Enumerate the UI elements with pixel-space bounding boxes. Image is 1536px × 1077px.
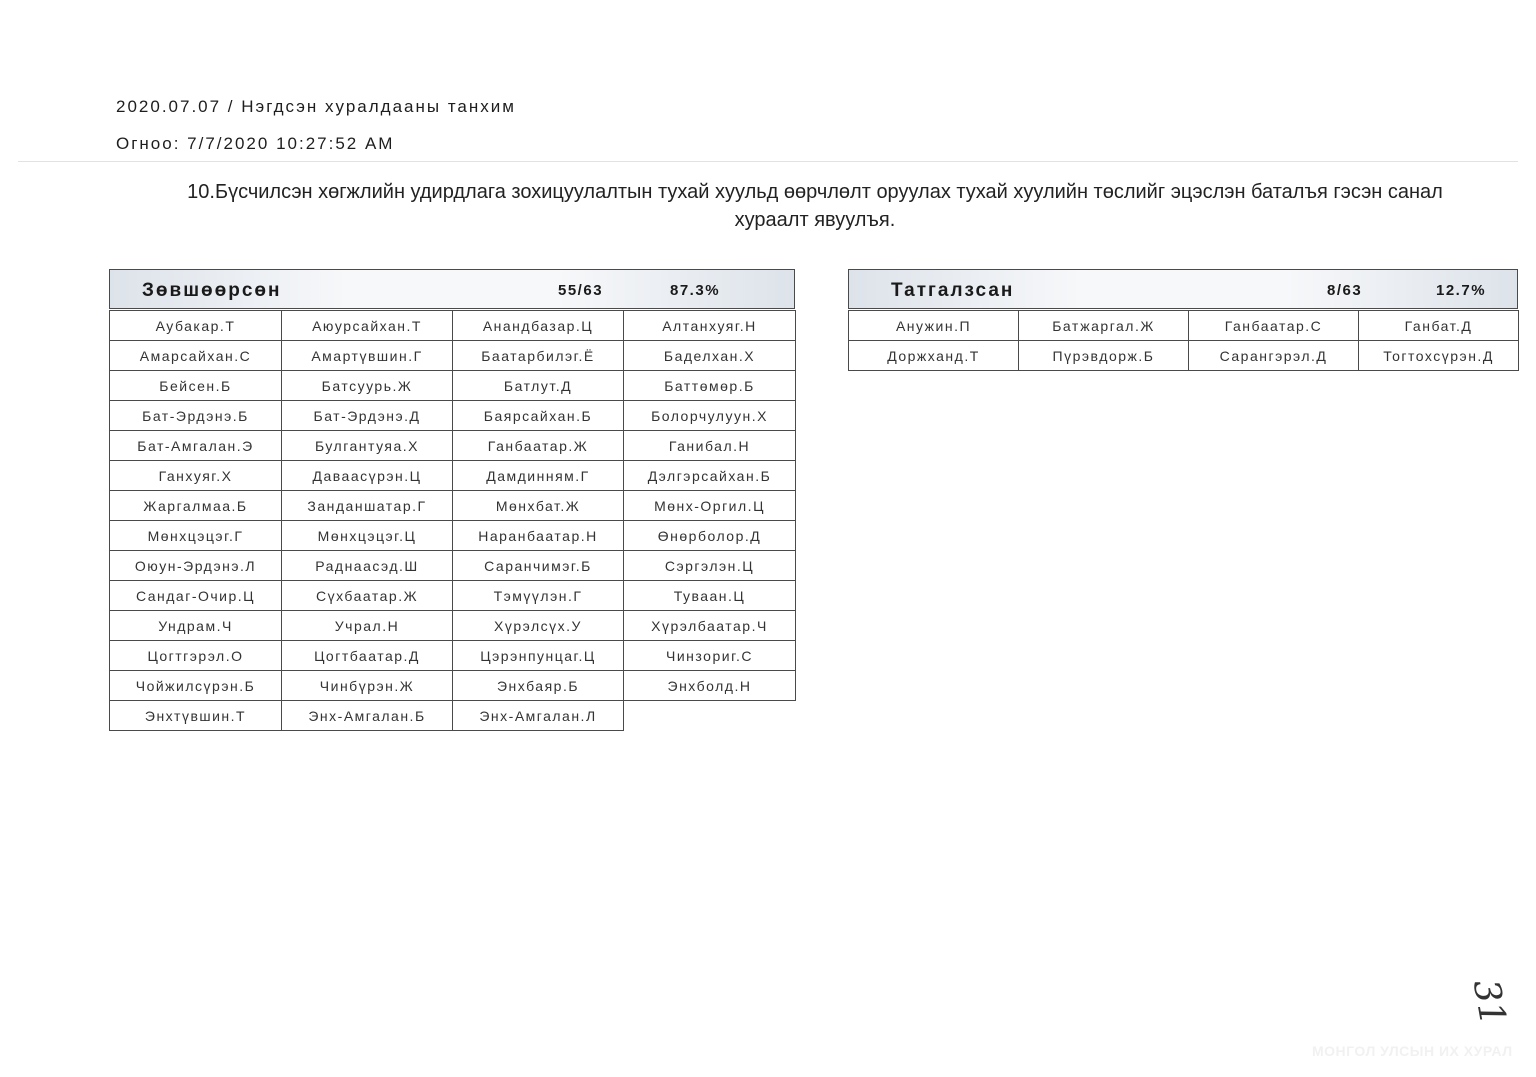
- member-name: Алтанхуяг.Н: [624, 311, 796, 341]
- member-name: Пүрэвдорж.Б: [1019, 341, 1189, 371]
- member-name: Өнөрболор.Д: [624, 521, 796, 551]
- member-name: Болорчулуун.Х: [624, 401, 796, 431]
- member-name: Мөнхцэцэг.Г: [110, 521, 282, 551]
- table-row: [110, 611, 796, 641]
- member-name: Оюун-Эрдэнэ.Л: [110, 551, 282, 581]
- member-name: Жаргалмаа.Б: [110, 491, 282, 521]
- table-row: [110, 311, 796, 341]
- rejected-header: [848, 269, 1518, 309]
- member-name: Бейсен.Б: [110, 371, 282, 401]
- watermark: МОНГОЛ УЛСЫН ИХ ХУРАЛ: [1312, 1043, 1513, 1059]
- member-name: Ганибал.Н: [624, 431, 796, 461]
- member-name: Мөнх-Оргил.Ц: [624, 491, 796, 521]
- table-row: [849, 341, 1519, 371]
- member-name: Ундрам.Ч: [110, 611, 282, 641]
- member-name: Баатарбилэг.Ё: [453, 341, 624, 371]
- member-name: Бат-Амгалан.Э: [110, 431, 282, 461]
- table-row: [110, 671, 796, 701]
- member-name: Тогтохсүрэн.Д: [1359, 341, 1519, 371]
- approved-table: [109, 310, 796, 731]
- member-name: Цогтгэрэл.О: [110, 641, 282, 671]
- member-name: Доржханд.Т: [849, 341, 1019, 371]
- member-name: Раднаасэд.Ш: [282, 551, 453, 581]
- approved-count: 55/63: [558, 282, 604, 299]
- member-name: Ганбаатар.С: [1189, 311, 1359, 341]
- member-name: Дэлгэрсайхан.Б: [624, 461, 796, 491]
- table-row: [110, 521, 796, 551]
- member-name: Бат-Эрдэнэ.Б: [110, 401, 282, 431]
- member-name: Хүрэлсүх.У: [453, 611, 624, 641]
- member-name: Ганхуяг.Х: [110, 461, 282, 491]
- member-name: Ганбаатар.Ж: [453, 431, 624, 461]
- member-name: Тэмүүлэн.Г: [453, 581, 624, 611]
- table-row: [110, 581, 796, 611]
- empty-cell: [624, 701, 796, 731]
- table-row: [110, 401, 796, 431]
- member-name: Хүрэлбаатар.Ч: [624, 611, 796, 641]
- member-name: Чинзориг.С: [624, 641, 796, 671]
- member-name: Сүхбаатар.Ж: [282, 581, 453, 611]
- member-name: Батсуурь.Ж: [282, 371, 453, 401]
- member-name: Батлут.Д: [453, 371, 624, 401]
- member-name: Амартүвшин.Г: [282, 341, 453, 371]
- table-row: [849, 311, 1519, 341]
- member-name: Учрал.Н: [282, 611, 453, 641]
- member-name: Энхбаяр.Б: [453, 671, 624, 701]
- rejected-count: 8/63: [1327, 282, 1363, 299]
- member-name: Сэргэлэн.Ц: [624, 551, 796, 581]
- member-name: Анандбазар.Ц: [453, 311, 624, 341]
- member-name: Батжаргал.Ж: [1019, 311, 1189, 341]
- rejected-table: [848, 310, 1519, 371]
- member-name: Чинбүрэн.Ж: [282, 671, 453, 701]
- member-name: Энх-Амгалан.Б: [282, 701, 453, 731]
- rejected-title: Татгалзсан: [891, 280, 1015, 301]
- motion-title-line-1: 10.Бүсчилсэн хөгжлийн удирдлага зохицуулалтын тухай хуульд өөрчлөлт оруулах тухай хуулийн төслийг эцэслэн баталъя гэсэн санал: [187, 181, 1443, 203]
- member-name: Чойжилсүрэн.Б: [110, 671, 282, 701]
- table-row: [110, 551, 796, 581]
- member-name: Энхболд.Н: [624, 671, 796, 701]
- member-name: Даваасүрэн.Ц: [282, 461, 453, 491]
- member-name: Баделхан.Х: [624, 341, 796, 371]
- member-name: Сандаг-Очир.Ц: [110, 581, 282, 611]
- member-name: Цогтбаатар.Д: [282, 641, 453, 671]
- rejected-percent: 12.7%: [1436, 282, 1487, 299]
- member-name: Булгантуяа.Х: [282, 431, 453, 461]
- member-name: Занданшатар.Г: [282, 491, 453, 521]
- member-name: Баярсайхан.Б: [453, 401, 624, 431]
- approved-header: [109, 269, 795, 309]
- member-name: Амарсайхан.С: [110, 341, 282, 371]
- member-name: Саранчимэг.Б: [453, 551, 624, 581]
- member-name: Аубакар.Т: [110, 311, 282, 341]
- member-name: Ганбат.Д: [1359, 311, 1519, 341]
- table-row: [110, 431, 796, 461]
- table-row: [110, 461, 796, 491]
- table-row: [110, 491, 796, 521]
- member-name: Анужин.П: [849, 311, 1019, 341]
- member-name: Наранбаатар.Н: [453, 521, 624, 551]
- member-name: Цэрэнпунцаг.Ц: [453, 641, 624, 671]
- table-row: [110, 371, 796, 401]
- table-row: [110, 341, 796, 371]
- member-name: Мөнхцэцэг.Ц: [282, 521, 453, 551]
- header-divider: [18, 161, 1518, 162]
- member-name: Бат-Эрдэнэ.Д: [282, 401, 453, 431]
- table-row: [110, 641, 796, 671]
- member-name: Энхтүвшин.Т: [110, 701, 282, 731]
- handwritten-page-number: 31: [1464, 976, 1514, 1029]
- member-name: Энх-Амгалан.Л: [453, 701, 624, 731]
- table-row: [110, 701, 796, 731]
- motion-title: [130, 178, 1500, 234]
- member-name: Аюурсайхан.Т: [282, 311, 453, 341]
- approved-percent: 87.3%: [670, 282, 721, 299]
- approved-title: Зөвшөөрсөн: [142, 280, 282, 301]
- member-name: Дамдинням.Г: [453, 461, 624, 491]
- member-name: Мөнхбат.Ж: [453, 491, 624, 521]
- motion-title-line-2: хураалт явуулъя.: [734, 209, 896, 231]
- member-name: Туваан.Ц: [624, 581, 796, 611]
- member-name: Сарангэрэл.Д: [1189, 341, 1359, 371]
- member-name: Баттөмөр.Б: [624, 371, 796, 401]
- session-header: 2020.07.07 / Нэгдсэн хуралдааны танхим: [116, 97, 516, 116]
- vote-date: Огноо: 7/7/2020 10:27:52 AM: [116, 134, 395, 153]
